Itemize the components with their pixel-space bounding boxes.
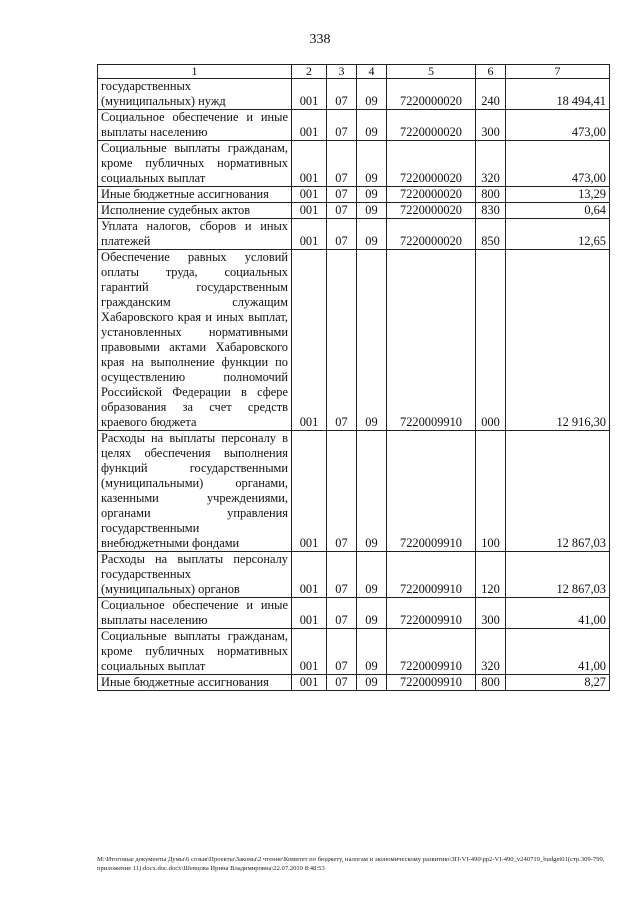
row-code-subsection: 09	[357, 141, 387, 187]
row-code-target: 7220000020	[387, 203, 476, 219]
row-amount: 12 867,03	[506, 431, 610, 552]
table-row	[98, 431, 610, 552]
row-code-admin: 001	[292, 141, 327, 187]
row-amount: 12 867,03	[506, 552, 610, 598]
row-code-admin: 001	[292, 187, 327, 203]
row-code-subsection: 09	[357, 675, 387, 691]
row-code-expense-type: 850	[476, 219, 506, 250]
row-code-expense-type: 240	[476, 79, 506, 110]
row-code-subsection: 09	[357, 110, 387, 141]
row-amount: 41,00	[506, 598, 610, 629]
row-description: государственных (муниципальных) нужд	[98, 79, 292, 110]
row-description: Иные бюджетные ассигнования	[98, 675, 292, 691]
table-row	[98, 552, 610, 598]
row-code-section: 07	[327, 629, 357, 675]
row-code-expense-type: 320	[476, 141, 506, 187]
row-code-admin: 001	[292, 110, 327, 141]
row-code-target: 7220009910	[387, 675, 476, 691]
document-path-footer: M:\Итоговые документы Думы\6 созыв\Проекты\Законы\2 чтение\Комитет по бюджету, налогам и экономическому развитию\ЗП-VI-490\pp2-VI-490_v240719_budget01(стр.309-799, приложение 11).docx.doc.docx\Шевцова Ирина Владимировна\22.07.2019 8:48:53	[97, 856, 605, 872]
table-row	[98, 141, 610, 187]
row-code-subsection: 09	[357, 187, 387, 203]
row-code-section: 07	[327, 552, 357, 598]
table-row	[98, 110, 610, 141]
table-header-row	[98, 65, 610, 79]
header-cell: 6	[476, 65, 506, 79]
row-code-section: 07	[327, 141, 357, 187]
table-row	[98, 675, 610, 691]
row-code-expense-type: 300	[476, 110, 506, 141]
header-cell: 5	[387, 65, 476, 79]
row-code-expense-type: 120	[476, 552, 506, 598]
header-cell: 4	[357, 65, 387, 79]
row-code-target: 7220009910	[387, 629, 476, 675]
row-code-target: 7220000020	[387, 187, 476, 203]
table-body	[98, 79, 610, 691]
row-code-admin: 001	[292, 203, 327, 219]
row-amount: 8,27	[506, 675, 610, 691]
row-description: Уплата налогов, сборов и иных платежей	[98, 219, 292, 250]
row-code-expense-type: 800	[476, 187, 506, 203]
row-amount: 473,00	[506, 141, 610, 187]
page-number: 338	[309, 32, 331, 47]
row-code-section: 07	[327, 219, 357, 250]
row-code-target: 7220000020	[387, 79, 476, 110]
row-code-section: 07	[327, 110, 357, 141]
row-description: Иные бюджетные ассигнования	[98, 187, 292, 203]
row-code-subsection: 09	[357, 598, 387, 629]
row-amount: 13,29	[506, 187, 610, 203]
row-code-section: 07	[327, 187, 357, 203]
row-code-expense-type: 800	[476, 675, 506, 691]
row-amount: 12,65	[506, 219, 610, 250]
row-code-expense-type: 320	[476, 629, 506, 675]
row-description: Расходы на выплаты персоналу в целях обеспечения выполнения функций государственными (муниципальными) органами, казенными учреждениями, органами управления государственными внебюджетными фондами	[98, 431, 292, 552]
table-row	[98, 250, 610, 431]
row-amount: 0,64	[506, 203, 610, 219]
row-code-expense-type: 000	[476, 250, 506, 431]
row-code-subsection: 09	[357, 629, 387, 675]
header-cell: 1	[98, 65, 292, 79]
row-description: Обеспечение равных условий оплаты труда, социальных гарантий государственным гражданским служащим Хабаровского края и иных выплат, установленных нормативными правовыми актами Хабаровского края на выполнение функции по осуществлению полномочий Российской Федерации в сфере образования за счет средств краевого бюджета	[98, 250, 292, 431]
row-code-admin: 001	[292, 675, 327, 691]
row-amount: 473,00	[506, 110, 610, 141]
row-description: Социальное обеспечение и иные выплаты населению	[98, 598, 292, 629]
row-description: Социальные выплаты гражданам, кроме публичных нормативных социальных выплат	[98, 629, 292, 675]
budget-table	[97, 64, 610, 691]
row-description: Социальные выплаты гражданам, кроме публичных нормативных социальных выплат	[98, 141, 292, 187]
row-code-target: 7220000020	[387, 219, 476, 250]
row-description: Исполнение судебных актов	[98, 203, 292, 219]
row-code-target: 7220009910	[387, 250, 476, 431]
row-code-admin: 001	[292, 79, 327, 110]
row-code-subsection: 09	[357, 203, 387, 219]
row-code-admin: 001	[292, 598, 327, 629]
row-code-admin: 001	[292, 552, 327, 598]
row-code-subsection: 09	[357, 219, 387, 250]
row-code-subsection: 09	[357, 250, 387, 431]
row-amount: 18 494,41	[506, 79, 610, 110]
row-code-subsection: 09	[357, 552, 387, 598]
row-code-section: 07	[327, 598, 357, 629]
row-code-subsection: 09	[357, 79, 387, 110]
table-row	[98, 598, 610, 629]
row-code-section: 07	[327, 250, 357, 431]
row-code-subsection: 09	[357, 431, 387, 552]
row-amount: 41,00	[506, 629, 610, 675]
row-amount: 12 916,30	[506, 250, 610, 431]
row-code-section: 07	[327, 431, 357, 552]
row-code-target: 7220000020	[387, 141, 476, 187]
row-code-admin: 001	[292, 431, 327, 552]
table-row	[98, 203, 610, 219]
row-code-section: 07	[327, 675, 357, 691]
row-code-expense-type: 830	[476, 203, 506, 219]
row-code-target: 7220000020	[387, 110, 476, 141]
row-code-section: 07	[327, 79, 357, 110]
table-row	[98, 629, 610, 675]
row-code-admin: 001	[292, 219, 327, 250]
row-code-target: 7220009910	[387, 598, 476, 629]
row-code-expense-type: 300	[476, 598, 506, 629]
row-code-admin: 001	[292, 629, 327, 675]
header-cell: 3	[327, 65, 357, 79]
row-description: Расходы на выплаты персоналу государственных (муниципальных) органов	[98, 552, 292, 598]
table-row	[98, 187, 610, 203]
row-description: Социальное обеспечение и иные выплаты населению	[98, 110, 292, 141]
row-code-admin: 001	[292, 250, 327, 431]
row-code-target: 7220009910	[387, 431, 476, 552]
row-code-target: 7220009910	[387, 552, 476, 598]
row-code-expense-type: 100	[476, 431, 506, 552]
row-code-section: 07	[327, 203, 357, 219]
table-row	[98, 79, 610, 110]
header-cell: 2	[292, 65, 327, 79]
table-row	[98, 219, 610, 250]
header-cell: 7	[506, 65, 610, 79]
